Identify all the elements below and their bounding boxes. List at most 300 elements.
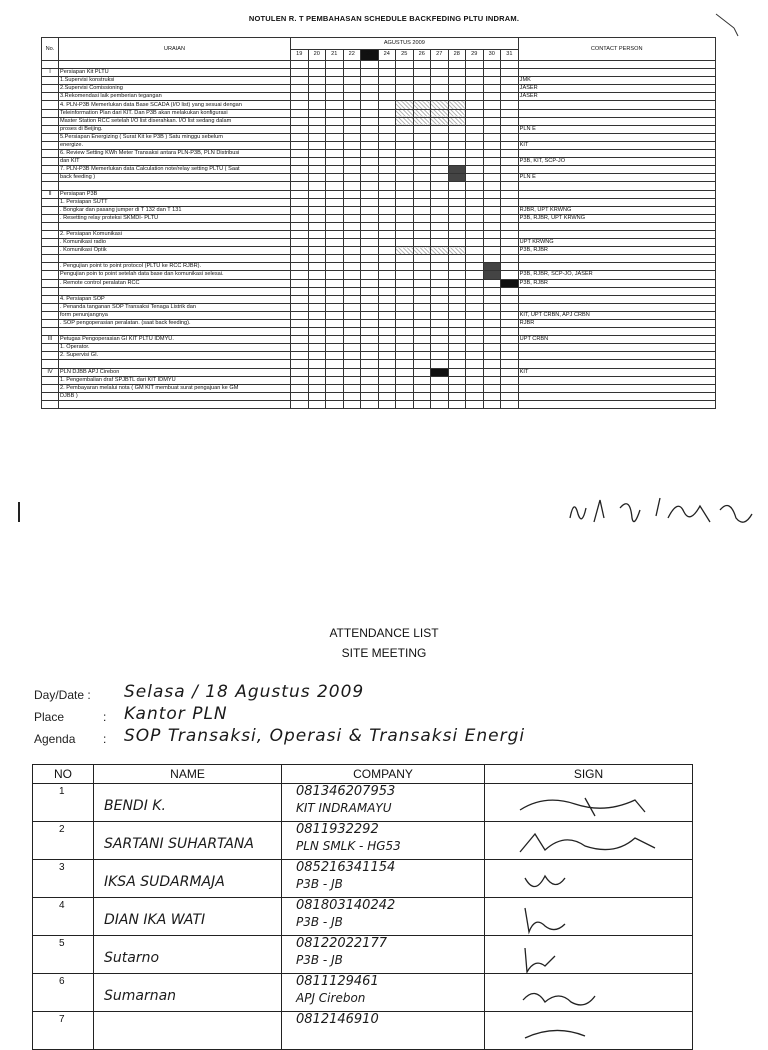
day-cell: [361, 77, 379, 85]
day-cell: [308, 384, 326, 392]
day-cell: [361, 263, 379, 271]
day-cell: [483, 150, 501, 158]
attendance-no: 5: [59, 938, 65, 949]
row-number: [42, 141, 59, 149]
row-contact: [518, 198, 715, 206]
day-cell: [431, 230, 449, 238]
day-cell: [483, 279, 501, 287]
schedule-row: [42, 101, 716, 109]
day-cell: [396, 287, 414, 295]
day-cell: [291, 255, 309, 263]
row-uraian: [59, 182, 291, 190]
day-cell: [448, 190, 466, 198]
day-cell: [308, 279, 326, 287]
day-cell: [501, 263, 519, 271]
day-cell: [413, 230, 431, 238]
day-cell: [291, 303, 309, 311]
day-cell: [361, 214, 379, 222]
day-cell: [308, 182, 326, 190]
day-cell: [378, 311, 396, 319]
row-number: [42, 101, 59, 109]
day-cell: [326, 158, 344, 166]
row-contact: [518, 182, 715, 190]
day-cell: [343, 214, 361, 222]
day-cell: [361, 295, 379, 303]
row-uraian: 7. PLN-P3B Memerlukan data Calculation note/relay setting PLTU ( Saat: [59, 166, 291, 174]
day-cell: [326, 214, 344, 222]
agenda-value: SOP Transaksi, Operasi & Transaksi Energi: [124, 726, 526, 746]
attendee-company: P3B - JB: [296, 915, 343, 929]
day-cell: [501, 150, 519, 158]
schedule-row: [42, 392, 716, 400]
day-cell: [466, 61, 484, 69]
day-cell: [501, 400, 519, 408]
day-cell: [378, 133, 396, 141]
day-cell: [326, 174, 344, 182]
page-title: NOTULEN R. T PEMBAHASAN SCHEDULE BACKFEDING PLTU INDRAM.: [248, 14, 520, 23]
day-cell: [431, 93, 449, 101]
day-cell: [448, 206, 466, 214]
day-cell: [483, 190, 501, 198]
day-cell: [361, 190, 379, 198]
day-cell: [413, 392, 431, 400]
day-cell: [448, 150, 466, 158]
day-cell: [378, 150, 396, 158]
row-number: [42, 376, 59, 384]
schedule-row: [42, 360, 716, 368]
day-cell: [378, 222, 396, 230]
attendance-company-cell: [282, 1012, 485, 1050]
attendance-company-cell: [282, 974, 485, 1012]
row-number: II: [42, 190, 59, 198]
day-cell: [448, 230, 466, 238]
day-cell: [308, 214, 326, 222]
day-cell: [308, 125, 326, 133]
day-cell: [291, 206, 309, 214]
day-cell: [378, 166, 396, 174]
day-cell: [343, 117, 361, 125]
row-number: [42, 352, 59, 360]
day-cell: [413, 206, 431, 214]
attendance-company-cell: [282, 936, 485, 974]
day-cell: [291, 360, 309, 368]
day-cell: [448, 279, 466, 287]
day-cell: [396, 239, 414, 247]
day-cell: [413, 360, 431, 368]
row-contact: [518, 150, 715, 158]
day-cell: [291, 263, 309, 271]
day-cell: [501, 61, 519, 69]
day-cell: [343, 384, 361, 392]
schedule-row: [42, 311, 716, 319]
day-cell: [466, 263, 484, 271]
day-cell: [396, 352, 414, 360]
day-cell: [378, 85, 396, 93]
day-cell: [291, 392, 309, 400]
day-cell: [308, 295, 326, 303]
agenda-colon: :: [103, 732, 107, 746]
day-cell: [483, 85, 501, 93]
day-cell: [378, 247, 396, 255]
row-number: [42, 279, 59, 287]
day-cell: [501, 85, 519, 93]
day-cell: [501, 190, 519, 198]
day-cell: [466, 77, 484, 85]
day-cell: [466, 368, 484, 376]
day-cell: [343, 263, 361, 271]
row-contact: P3B, RJBR: [518, 279, 715, 287]
day-cell: [361, 125, 379, 133]
day-cell: [326, 69, 344, 77]
row-contact: KIT, UPT CRBN, APJ CRBN: [518, 311, 715, 319]
schedule-row: [42, 384, 716, 392]
day-cell: [378, 295, 396, 303]
day-cell: [308, 287, 326, 295]
row-contact: [518, 400, 715, 408]
day-cell: [483, 206, 501, 214]
day-cell: [431, 328, 449, 336]
day-cell: [448, 311, 466, 319]
day-cell: [466, 222, 484, 230]
day-cell: [326, 352, 344, 360]
day-date-value: Selasa / 18 Agustus 2009: [124, 682, 365, 702]
row-uraian: dan KIT: [59, 158, 291, 166]
day-cell: [378, 77, 396, 85]
row-uraian: [59, 400, 291, 408]
day-cell: [466, 69, 484, 77]
row-uraian: energize.: [59, 141, 291, 149]
day-cell: [378, 190, 396, 198]
day-cell: [501, 328, 519, 336]
day-cell: [308, 174, 326, 182]
day-header-4: 23: [361, 49, 379, 61]
day-cell: [291, 320, 309, 328]
day-cell: [413, 125, 431, 133]
day-cell: [448, 166, 466, 174]
day-header-6: 25: [396, 49, 414, 61]
day-cell: [378, 206, 396, 214]
day-cell: [431, 61, 449, 69]
row-uraian: Persiapan Kit PLTU: [59, 69, 291, 77]
day-cell: [483, 376, 501, 384]
attendance-no-cell: [33, 1012, 94, 1050]
day-cell: [483, 400, 501, 408]
schedule-row: [42, 150, 716, 158]
day-cell: [396, 93, 414, 101]
day-cell: [326, 287, 344, 295]
day-cell: [378, 117, 396, 125]
day-cell: [308, 101, 326, 109]
day-cell: [483, 141, 501, 149]
day-cell: [448, 303, 466, 311]
day-header-1: 20: [308, 49, 326, 61]
day-cell: [308, 230, 326, 238]
row-number: [42, 295, 59, 303]
day-cell: [396, 376, 414, 384]
row-uraian: 1. Operator.: [59, 344, 291, 352]
day-cell: [448, 271, 466, 279]
row-number: [42, 247, 59, 255]
day-cell: [448, 174, 466, 182]
day-cell: [501, 392, 519, 400]
attendance-sign-cell: [485, 898, 693, 936]
day-cell: [466, 206, 484, 214]
schedule-row: [42, 125, 716, 133]
day-cell: [361, 206, 379, 214]
row-number: I: [42, 69, 59, 77]
day-cell: [396, 133, 414, 141]
row-uraian: . Komunikasi radio: [59, 239, 291, 247]
day-cell: [413, 352, 431, 360]
day-cell: [378, 93, 396, 101]
day-cell: [396, 320, 414, 328]
day-cell: [466, 344, 484, 352]
day-cell: [501, 344, 519, 352]
attendance-no-cell: [33, 822, 94, 860]
day-cell: [396, 85, 414, 93]
day-cell: [448, 352, 466, 360]
attendance-name-cell: [94, 974, 282, 1012]
day-cell: [326, 376, 344, 384]
day-cell: [308, 344, 326, 352]
day-cell: [343, 400, 361, 408]
day-cell: [326, 239, 344, 247]
day-cell: [431, 303, 449, 311]
day-cell: [431, 384, 449, 392]
day-cell: [501, 320, 519, 328]
day-cell: [378, 400, 396, 408]
row-number: [42, 384, 59, 392]
day-cell: [291, 247, 309, 255]
row-contact: [518, 344, 715, 352]
attendance-no: 2: [59, 824, 65, 835]
day-cell: [343, 190, 361, 198]
day-cell: [501, 182, 519, 190]
day-cell: [291, 384, 309, 392]
day-cell: [326, 328, 344, 336]
day-cell: [396, 61, 414, 69]
day-cell: [291, 239, 309, 247]
day-cell: [291, 287, 309, 295]
day-cell: [501, 230, 519, 238]
day-cell: [396, 303, 414, 311]
row-uraian: 3.Rekomendasi laik pemberian tegangan: [59, 93, 291, 101]
row-number: [42, 271, 59, 279]
row-uraian: . Penanda tanganan SOP Transaksi Tenaga Listrik dan: [59, 303, 291, 311]
day-cell: [291, 109, 309, 117]
day-cell: [343, 271, 361, 279]
day-cell: [378, 125, 396, 133]
day-cell: [501, 141, 519, 149]
schedule-row: [42, 61, 716, 69]
day-cell: [396, 263, 414, 271]
day-cell: [326, 295, 344, 303]
day-cell: [413, 247, 431, 255]
attendee-name: Sumarnan: [104, 988, 177, 1004]
day-cell: [378, 360, 396, 368]
day-cell: [413, 150, 431, 158]
day-cell: [326, 125, 344, 133]
day-cell: [466, 239, 484, 247]
row-number: [42, 150, 59, 158]
day-cell: [413, 320, 431, 328]
day-cell: [361, 133, 379, 141]
day-cell: [361, 85, 379, 93]
day-cell: [396, 174, 414, 182]
day-cell: [378, 214, 396, 222]
day-cell: [326, 303, 344, 311]
schedule-row: [42, 85, 716, 93]
attendance-name-cell: [94, 822, 282, 860]
schedule-row: [42, 93, 716, 101]
day-cell: [326, 336, 344, 344]
day-cell: [501, 93, 519, 101]
attendance-subtitle: SITE MEETING: [341, 646, 427, 660]
row-number: [42, 206, 59, 214]
day-cell: [396, 125, 414, 133]
day-cell: [308, 328, 326, 336]
day-cell: [378, 392, 396, 400]
day-cell: [361, 93, 379, 101]
day-cell: [483, 174, 501, 182]
place-value: Kantor PLN: [124, 704, 228, 724]
row-contact: [518, 255, 715, 263]
attendee-signature: [515, 828, 665, 860]
day-cell: [308, 77, 326, 85]
day-cell: [291, 77, 309, 85]
row-contact: P3B, RJBR, SCP-JO, JASER: [518, 271, 715, 279]
day-cell: [326, 247, 344, 255]
day-cell: [326, 150, 344, 158]
day-cell: [396, 400, 414, 408]
day-cell: [326, 344, 344, 352]
day-cell: [466, 376, 484, 384]
day-header-12: 31: [501, 49, 519, 61]
day-cell: [308, 93, 326, 101]
schedule-row: [42, 214, 716, 222]
row-number: [42, 117, 59, 125]
day-cell: [501, 352, 519, 360]
day-cell: [378, 279, 396, 287]
day-cell: [291, 141, 309, 149]
row-contact: [518, 117, 715, 125]
row-uraian: . Pengujian point to point protocol (PLTU ke RCC RJBR).: [59, 263, 291, 271]
row-contact: [518, 295, 715, 303]
attendance-name-cell: [94, 784, 282, 822]
schedule-row: [42, 271, 716, 279]
attendee-name: BENDI K.: [104, 798, 166, 814]
attendance-row: [33, 784, 693, 822]
day-cell: [396, 101, 414, 109]
row-number: [42, 77, 59, 85]
col-header-uraian: URAIAN: [59, 38, 291, 61]
day-cell: [378, 336, 396, 344]
day-cell: [483, 109, 501, 117]
row-number: [42, 344, 59, 352]
day-cell: [361, 174, 379, 182]
attendance-no-cell: [33, 936, 94, 974]
day-cell: [396, 150, 414, 158]
day-cell: [343, 239, 361, 247]
day-header-9: 28: [448, 49, 466, 61]
row-number: [42, 93, 59, 101]
day-cell: [501, 158, 519, 166]
attendance-no-cell: [33, 974, 94, 1012]
day-cell: [483, 255, 501, 263]
day-cell: [501, 198, 519, 206]
day-cell: [343, 69, 361, 77]
day-cell: [448, 117, 466, 125]
day-cell: [291, 214, 309, 222]
attendee-phone: 0812146910: [296, 1012, 379, 1027]
row-contact: RJBR, UPT KRWNG: [518, 206, 715, 214]
day-cell: [361, 400, 379, 408]
schedule-row: [42, 77, 716, 85]
day-cell: [413, 182, 431, 190]
day-cell: [466, 109, 484, 117]
day-cell: [466, 101, 484, 109]
attendance-sign-cell: [485, 860, 693, 898]
row-uraian: . Remote control peralatan RCC: [59, 279, 291, 287]
row-number: [42, 311, 59, 319]
attendance-no-cell: [33, 898, 94, 936]
day-cell: [326, 222, 344, 230]
day-cell: [378, 69, 396, 77]
day-cell: [291, 230, 309, 238]
row-number: [42, 214, 59, 222]
day-cell: [448, 222, 466, 230]
day-cell: [326, 206, 344, 214]
day-cell: [413, 222, 431, 230]
day-cell: [308, 368, 326, 376]
day-cell: [413, 384, 431, 392]
row-uraian: [59, 287, 291, 295]
attendee-signature: [515, 942, 665, 974]
day-cell: [343, 344, 361, 352]
day-cell: [413, 255, 431, 263]
day-cell: [413, 190, 431, 198]
day-cell: [378, 287, 396, 295]
day-cell: [448, 320, 466, 328]
schedule-row: [42, 287, 716, 295]
attendance-name-cell: [94, 860, 282, 898]
day-cell: [308, 400, 326, 408]
day-cell: [501, 255, 519, 263]
day-cell: [396, 279, 414, 287]
row-contact: PLN E: [518, 125, 715, 133]
day-cell: [378, 263, 396, 271]
row-number: III: [42, 336, 59, 344]
row-contact: [518, 360, 715, 368]
day-cell: [326, 400, 344, 408]
day-cell: [378, 198, 396, 206]
day-cell: [501, 287, 519, 295]
day-cell: [378, 174, 396, 182]
row-contact: KIT: [518, 141, 715, 149]
day-cell: [431, 352, 449, 360]
day-cell: [378, 239, 396, 247]
day-cell: [431, 279, 449, 287]
day-header-0: 19: [291, 49, 309, 61]
day-cell: [483, 344, 501, 352]
day-cell: [466, 158, 484, 166]
day-cell: [413, 328, 431, 336]
day-cell: [361, 230, 379, 238]
day-cell: [448, 214, 466, 222]
day-cell: [396, 222, 414, 230]
day-cell: [466, 271, 484, 279]
day-cell: [396, 392, 414, 400]
